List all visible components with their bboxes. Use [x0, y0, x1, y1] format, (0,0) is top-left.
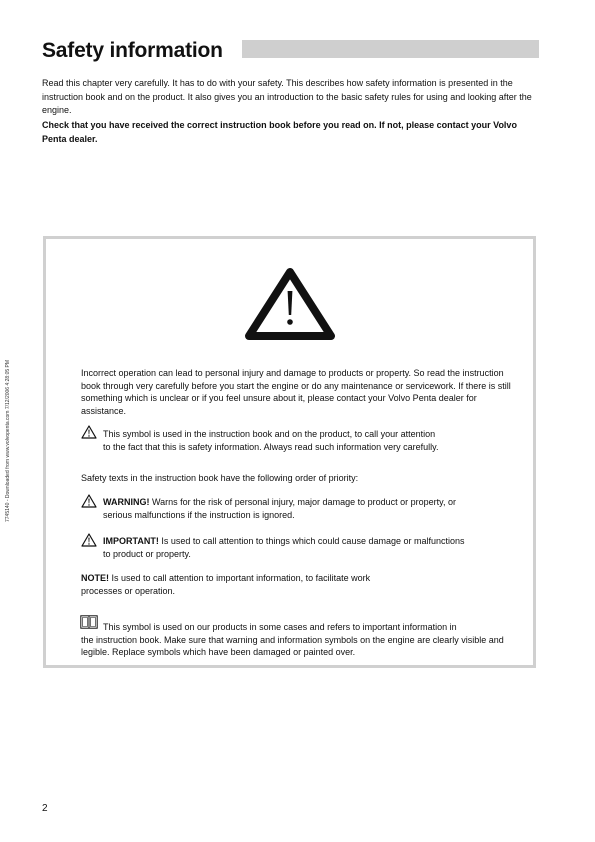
note-text: Is used to call attention to important information, to facilitate work	[109, 573, 371, 583]
book-line-1: This symbol is used on our products in some cases and refers to important information in	[103, 622, 457, 632]
important-paragraph	[81, 535, 511, 560]
instruction-book-notice: Check that you have received the correct instruction book before you read on. If not, please contact your Volvo Penta dealer.	[42, 120, 517, 144]
warning-triangle-icon	[244, 265, 336, 341]
important-label: IMPORTANT!	[103, 536, 159, 546]
warning-text: Warns for the risk of personal injury, major damage to product or property, or	[149, 497, 456, 507]
page-title: Safety information	[42, 39, 223, 62]
note-line-1	[81, 572, 511, 585]
incorrect-operation-paragraph: Incorrect operation can lead to personal injury and damage to products or property. So read the instruction book through very carefully before you start the engine or do any maintenance or servicework. If there is still something which is unclear or if you feel unsure about it, please contact your Volvo Penta dealer for assistance.	[81, 368, 511, 416]
download-side-note	[2, 318, 14, 522]
section-header	[42, 38, 539, 64]
important-line-1	[81, 535, 511, 548]
note-label: NOTE!	[81, 573, 109, 583]
important-line-2: to product or property.	[103, 548, 191, 559]
book-rest: the instruction book. Make sure that warning and information symbols on the engine are clearly visible and legible. Replace symbols which have been damaged or painted over.	[81, 634, 504, 657]
symbol-line-2: to the fact that this is safety information. Always read such information very carefully.	[103, 441, 439, 452]
symbol-line-1: This symbol is used in the instruction book and on the product, to call your attention	[103, 429, 436, 439]
page-number: 2	[42, 803, 48, 814]
side-note-text: 7745140 - Downloaded from www.volvopenta.com 7/12/2006 4:28:05 PM	[5, 359, 11, 522]
warning-line-1	[81, 496, 511, 509]
warning-line-2: serious malfunctions if the instruction is ignored.	[103, 509, 295, 520]
intro-paragraph: Read this chapter very carefully. It has to do with your safety. This describes how safety information is presented in the instruction book and on the product. It also gives you an introduction to the basic safety rules for using and looking after the engine.	[42, 78, 532, 115]
important-text: Is used to call attention to things which could cause damage or malfunctions	[158, 536, 465, 546]
safety-symbol-paragraph	[81, 428, 511, 453]
header-bar	[242, 40, 539, 58]
note-paragraph	[81, 572, 511, 597]
note-line-2: processes or operation.	[81, 585, 176, 596]
warning-label: WARNING!	[103, 497, 150, 507]
priority-intro: Safety texts in the instruction book have the following order of priority:	[81, 473, 359, 483]
warning-paragraph	[81, 496, 511, 521]
book-symbol-paragraph	[81, 621, 511, 659]
